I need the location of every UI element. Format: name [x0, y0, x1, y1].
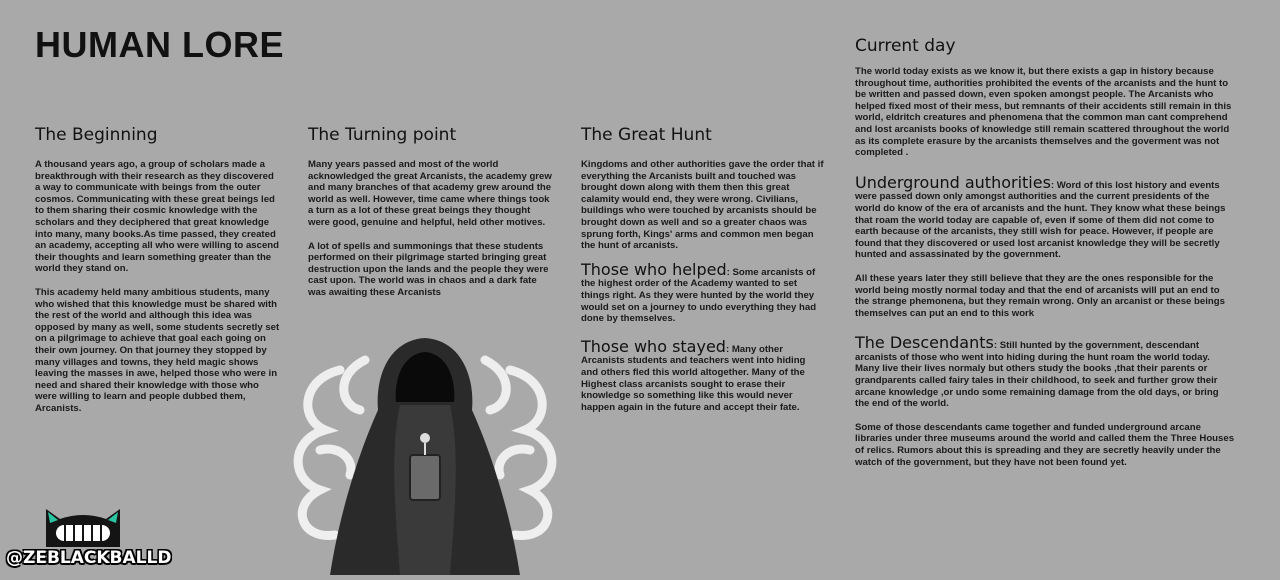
section-beginning: [35, 125, 280, 426]
section-turning-point: [308, 125, 554, 311]
paragraph: This academy held many ambitious students, many who wished that this knowledge must be shared with the rest of the world and although this idea was opposed by many as well, some students secretly set on a pilgrimage to achieve that goal each going on their own journey. On that journey they stopped by many villages and towns, they held magic shows leaving the masses in awe, helped those who were in need and shared their knowledge with those who were willing to learn and people dubbed them, Arcanists.: [35, 286, 280, 414]
section-great-hunt: [581, 125, 824, 425]
paragraph: A lot of spells and summonings that these students performed on their pilgrimage started bringing great destruction upon the lands and the people they were cast upon. The world was in chaos and a dark fate was awaiting these Arcanists: [308, 240, 549, 298]
paragraph-body: : Some arcanists of the highest order of the Academy wanted to set things right. As they were hunted by the world they would set on a journey to undo everything they had done by themselves.: [581, 266, 817, 325]
paragraph: All these years later they still believe that they are the ones responsible for the world being mostly normal today and that the end of arcanists will put an end to the strange phemonena, but they remain wrong. Only an arcanist or these beings themselves can put an end to this work: [855, 272, 1225, 319]
hooded-arcanist-illustration: [280, 330, 570, 580]
paragraph-body: : Still hunted by the government, descendant arcanists of those who went into hiding during the hunt roam the world today. Many live their lives normaly but others study the books ,that their parents or grandparents called fairy tales in their childhood, to seek and further grow their arcane knowledge ,or undo some remaining damage from the old days, or bring the end of the world.: [855, 340, 1219, 410]
paragraph: Many years passed and most of the world acknowledged the great Arcanists, the academy grew and many branches of that academy grew around the world as well. However, time came where things took a turn as a lot of these great beings they thought were good, genuine and helpful, held other motives.: [308, 159, 552, 228]
section-heading: The Beginning: [35, 125, 158, 145]
paragraph: Some of those descendants came together and funded underground arcane libraries under three museums around the world and called them the Three Houses of relics. Rumors about this is spreading and they are secretly heavily under the watch of the government, but they have not been found yet.: [855, 421, 1235, 468]
paragraph: The world today exists as we know it, but there exists a gap in history because throughout time, authorities prohibited the events of the arcanists and the hunt to be written and passed down, even spoken amongst people. The Arcanists who helped fixed most of their mess, but remnants of their accidents still remain in this world, eldritch creatures and phenomena that the common man cant comprehend and lost arcanists books of knowledge still remain scattered throughout the world as its complete erasure by the arcanists themselves and the goverment was not completed .: [855, 66, 1232, 159]
cat-logo-icon: [38, 497, 128, 554]
paragraph-body: : Word of this lost history and events were passed down only amongst authorities and the current presidents of the world do know of the era of arcanists and the hunt. They know what these beings that roam the world today are capable of, even if some of them did not come to earth because of the arcanists, they still wish for peace. However, if people are found that they discovered or used lost arcanist knowledge they will be secretly hunted and assassinated by the government.: [855, 179, 1226, 261]
page-title: HUMAN LORE: [35, 24, 284, 65]
paragraph-underground-authorities: [855, 172, 1235, 261]
section-current-day: [855, 36, 1235, 480]
section-heading: The Turning point: [308, 125, 457, 145]
section-heading: Current day: [855, 36, 956, 56]
subheading: Those who stayed: [581, 336, 726, 356]
subheading: Those who helped: [581, 259, 727, 279]
subheading: The Descendants: [855, 333, 994, 353]
section-heading: The Great Hunt: [581, 125, 712, 145]
paragraph-body: : Many other Arcanists students and teachers went into hiding and others fled this world altogether. Many of the Highest class arcanists sought to erase their knowledge so something like this would never happen again in the future and accept their fate.: [581, 343, 806, 413]
paragraph: A thousand years ago, a group of scholars made a breakthrough with their research as they discovered a way to communicate with beings from the outer cosmos. Communicating with these great beings led to them sharing their cosmic knowledge with the scholars and they deciphered that great knowledge into many, many books.As time passed, they created an academy, accepting all who were willing to ascend their thoughts and learn something greater than the world they stand on.: [35, 159, 280, 275]
subheading: Underground authorities: [855, 172, 1051, 192]
paragraph-those-who-helped: [581, 259, 824, 325]
paragraph: Kingdoms and other authorities gave the order that if everything the Arcanists built and touched was brought down along with them then this great calamity would end, they were wrong. Civilians, buildings who were touched by arcanists should be brought down as well and so a greater chaos was sprung forth, Kings' arms and common men began the hunt of arcanists.: [581, 159, 824, 252]
paragraph-descendants: [855, 333, 1235, 410]
author-handle: @ZEBLACKBALLD: [6, 548, 172, 568]
paragraph-those-who-stayed: [581, 336, 824, 414]
